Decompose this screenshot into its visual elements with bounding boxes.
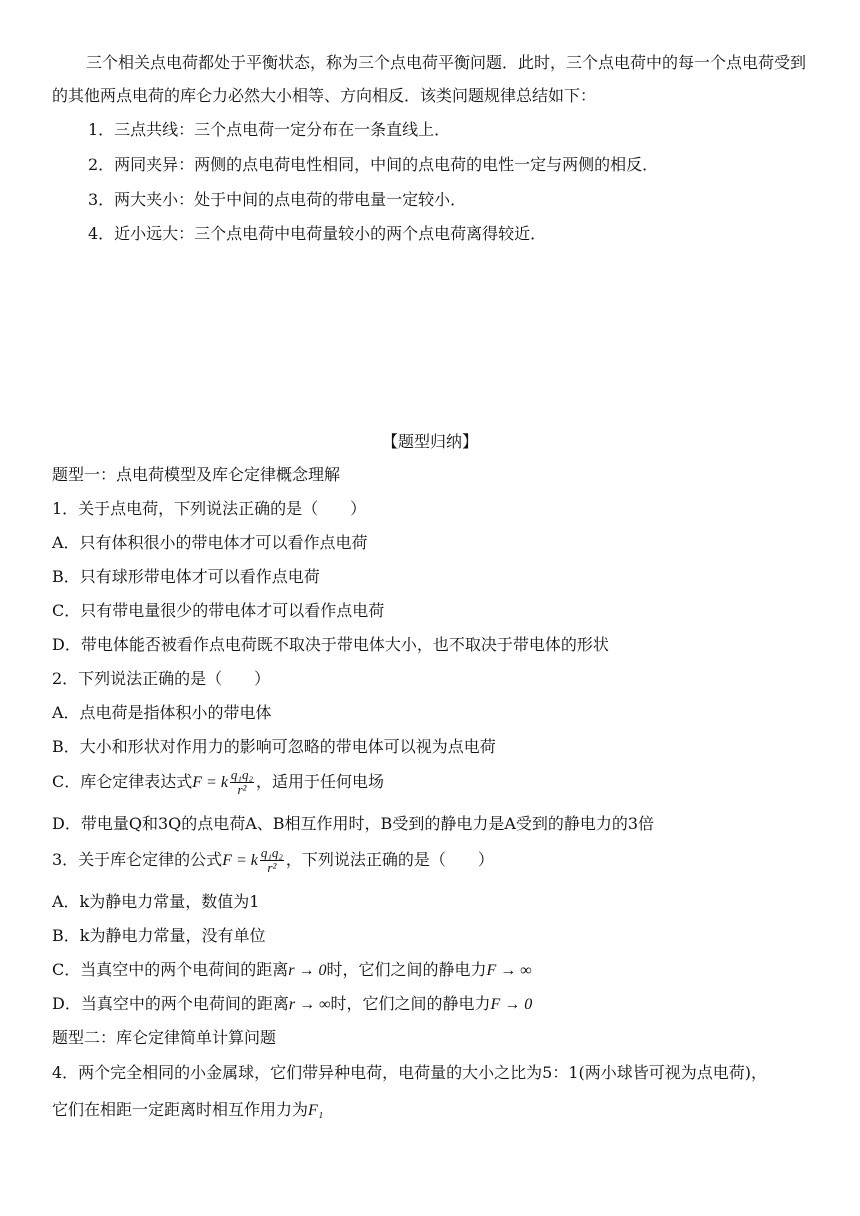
formula-numerator: q₁q₂ <box>260 845 283 860</box>
q2-option-c-suffix: ，适用于任何电场 <box>255 772 384 791</box>
rule-item: 2．两同夹异：两侧的点电荷电性相同，中间的点电荷的电性一定与两侧的相反． <box>88 155 659 174</box>
q3-option-d-mid: 时，它们之间的静电力 <box>330 994 491 1013</box>
q2-option-c-prefix: C．库仑定律表达式 <box>52 772 193 791</box>
q3-stem <box>52 846 494 875</box>
q1-option-a: A．只有体积很小的带电体才可以看作点电荷 <box>52 533 368 552</box>
rule-item: 1．三点共线：三个点电荷一定分布在一条直线上． <box>88 120 451 139</box>
formula-fraction <box>260 846 284 875</box>
q1-stem: 1．关于点电荷，下列说法正确的是（ ） <box>52 499 367 518</box>
formula-numerator: q₁q₂ <box>230 767 253 782</box>
intro-paragraph: 三个相关点电荷都处于平衡状态，称为三个点电荷平衡问题．此时，三个点电荷中的每一个点电荷受到的其他两点电荷的库仑力必然大小相等、方向相反．该类问题规律总结如下： <box>52 53 807 105</box>
math-f-to-infinity: F → ∞ <box>486 962 532 979</box>
q3-option-c-mid: 时，它们之间的静电力 <box>326 960 487 979</box>
q3-option-c-prefix: C．当真空中的两个电荷间的距离 <box>52 960 289 979</box>
q3-option-a: A．k为静电力常量，数值为1 <box>52 892 260 911</box>
formula-denominator: r² <box>237 782 247 797</box>
q3-option-c <box>52 958 532 983</box>
q4-line2-prefix: 它们在相距一定距离时相互作用力为 <box>52 1100 309 1119</box>
math-r-to-zero: r → 0 <box>288 962 327 979</box>
math-f1: F₁ <box>308 1102 324 1119</box>
q4-line2 <box>52 1098 323 1123</box>
formula-fraction <box>230 768 254 797</box>
math-r-to-infinity: r → ∞ <box>288 996 331 1013</box>
formula-denominator: r² <box>267 860 277 875</box>
q3-option-d-prefix: D．当真空中的两个电荷间的距离 <box>52 994 289 1013</box>
formula-lhs: F = k <box>222 852 258 869</box>
section-title: 【题型归纳】 <box>381 432 478 451</box>
math-f-to-zero: F → 0 <box>490 996 533 1013</box>
q3-option-b: B．k为静电力常量，没有单位 <box>52 926 266 945</box>
q2-option-b: B．大小和形状对作用力的影响可忽略的带电体可以视为点电荷 <box>52 737 496 756</box>
q1-option-b: B．只有球形带电体才可以看作点电荷 <box>52 567 320 586</box>
q1-option-c: C．只有带电量很少的带电体才可以看作点电荷 <box>52 601 385 620</box>
q2-stem: 2．下列说法正确的是（ ） <box>52 669 271 688</box>
q2-option-a: A．点电荷是指体积小的带电体 <box>52 703 272 722</box>
q4-line1: 4．两个完全相同的小金属球，它们带异种电荷，电荷量的大小之比为5：1(两小球皆可视为点电荷)， <box>52 1063 768 1082</box>
type1-title: 题型一：点电荷模型及库仑定律概念理解 <box>52 465 341 484</box>
q3-option-d <box>52 992 532 1017</box>
type2-title: 题型二：库仑定律简单计算问题 <box>52 1028 277 1047</box>
rule-item: 4．近小远大：三个点电荷中电荷量较小的两个点电荷离得较近． <box>88 224 547 243</box>
q3-stem-prefix: 3．关于库仑定律的公式 <box>52 850 223 869</box>
rule-item: 3．两大夹小：处于中间的点电荷的带电量一定较小． <box>88 190 467 209</box>
q2-option-d: D．带电量Q和3Q的点电荷A、B相互作用时，B受到的静电力是A受到的静电力的3倍 <box>52 814 655 833</box>
q1-option-d: D．带电体能否被看作点电荷既不取决于带电体大小，也不取决于带电体的形状 <box>52 635 609 654</box>
q2-option-c <box>52 768 384 797</box>
formula-lhs: F = k <box>192 774 228 791</box>
q3-stem-suffix: ，下列说法正确的是（ ） <box>285 850 494 869</box>
